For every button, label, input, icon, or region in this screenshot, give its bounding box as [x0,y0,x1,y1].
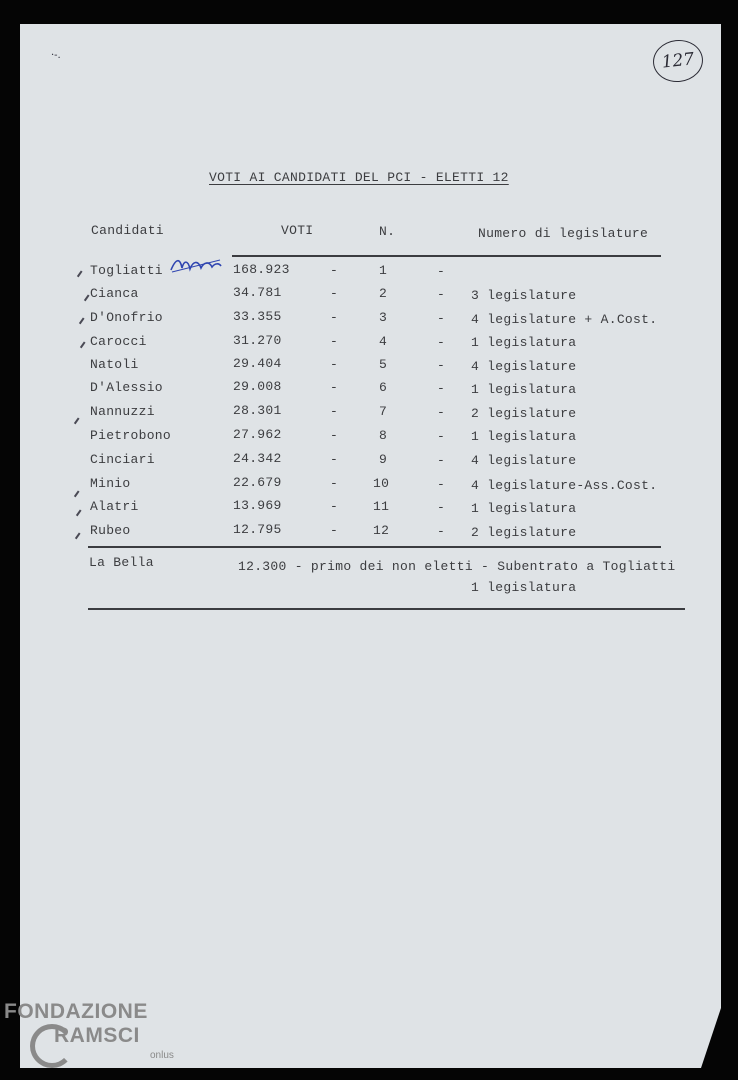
cell-n: 2 [379,286,388,301]
cell-leg: 2 legislature [471,525,577,540]
cell-leg: 1 legislatura [471,382,577,397]
cell-votes: 34.781 [233,285,282,300]
cell-dash2: - [437,358,446,373]
cell-name: Carocci [90,334,147,349]
cell-n: 4 [379,334,388,349]
cell-name: Alatri [90,499,139,514]
cell-name: D'Onofrio [90,310,163,325]
cell-n: 10 [373,476,390,491]
cell-n: 8 [379,428,388,443]
cell-dash2: - [437,381,446,396]
cell-dash2: - [437,405,446,420]
cell-votes: 13.969 [233,498,282,513]
page-fold [701,1008,721,1068]
cell-name: D'Alessio [90,380,163,395]
cell-name: Rubeo [90,523,131,538]
cell-dash2: - [437,264,446,279]
cell-leg: 3 legislature [471,288,577,303]
cell-leg: 1 legislatura [471,335,577,350]
cell-dash1: - [330,404,339,419]
table-end-rule [88,546,661,548]
cell-name: Minio [90,476,131,491]
cell-votes: 12.795 [233,522,282,537]
cell-n: 9 [379,452,388,467]
cell-dash2: - [437,524,446,539]
cell-n: 6 [379,380,388,395]
pencil-mark: ·-. [51,50,61,61]
cell-dash1: - [330,263,339,278]
cell-dash1: - [330,380,339,395]
cell-leg: 4 legislature [471,453,577,468]
header-rule [232,255,661,257]
cell-dash2: - [437,477,446,492]
cell-n: 5 [379,357,388,372]
cell-votes: 29.008 [233,379,282,394]
cell-votes: 28.301 [233,403,282,418]
cell-leg: 4 legislature-Ass.Cost. [471,478,658,493]
cell-dash1: - [330,452,339,467]
cell-dash1: - [330,523,339,538]
cell-dash2: - [437,500,446,515]
cell-n: 1 [379,263,388,278]
cell-votes: 33.355 [233,309,282,324]
cell-dash1: - [330,499,339,514]
cell-votes: 24.342 [233,451,282,466]
cell-dash2: - [437,335,446,350]
page-number-stamp: 127 [651,38,705,85]
cell-leg: 1 legislatura [471,429,577,444]
cell-votes: 22.679 [233,475,282,490]
handwritten-annotation [168,254,224,276]
cell-dash2: - [437,453,446,468]
cell-votes: 168.923 [233,262,290,277]
cell-dash2: - [437,429,446,444]
cell-leg: 4 legislature + A.Cost. [471,312,658,327]
first-not-elected-line: 12.300 - primo dei non eletti - Subentrato a Togliatti [238,559,676,574]
bottom-rule [88,608,685,610]
header-candidati: Candidati [91,223,164,238]
cell-n: 11 [373,499,390,514]
cell-name: Togliatti [90,263,163,278]
first-not-elected-name: La Bella [89,555,154,570]
cell-dash1: - [330,286,339,301]
cell-leg: 4 legislature [471,359,577,374]
cell-dash1: - [330,476,339,491]
cell-dash1: - [330,310,339,325]
cell-votes: 27.962 [233,427,282,442]
header-n: N. [379,224,396,239]
first-not-elected-legislature: 1 legislatura [471,580,577,595]
cell-name: Natoli [90,357,139,372]
cell-n: 12 [373,523,390,538]
cell-name: Cianca [90,286,139,301]
cell-dash1: - [330,428,339,443]
cell-leg: 1 legislatura [471,501,577,516]
header-legislature: Numero di legislature [478,226,649,241]
document-title: VOTI AI CANDIDATI DEL PCI - ELETTI 12 [209,170,509,185]
cell-name: Cinciari [90,452,155,467]
cell-name: Nannuzzi [90,404,155,419]
cell-dash1: - [330,357,339,372]
cell-leg: 2 legislature [471,406,577,421]
cell-dash1: - [330,334,339,349]
cell-n: 7 [379,404,388,419]
cell-dash2: - [437,287,446,302]
cell-name: Pietrobono [90,428,172,443]
header-voti: VOTI [281,223,314,238]
fondazione-gramsci-logo: FONDAZIONE RAMSCI onlus [4,1000,189,1080]
cell-votes: 29.404 [233,356,282,371]
cell-n: 3 [379,310,388,325]
cell-dash2: - [437,311,446,326]
cell-votes: 31.270 [233,333,282,348]
